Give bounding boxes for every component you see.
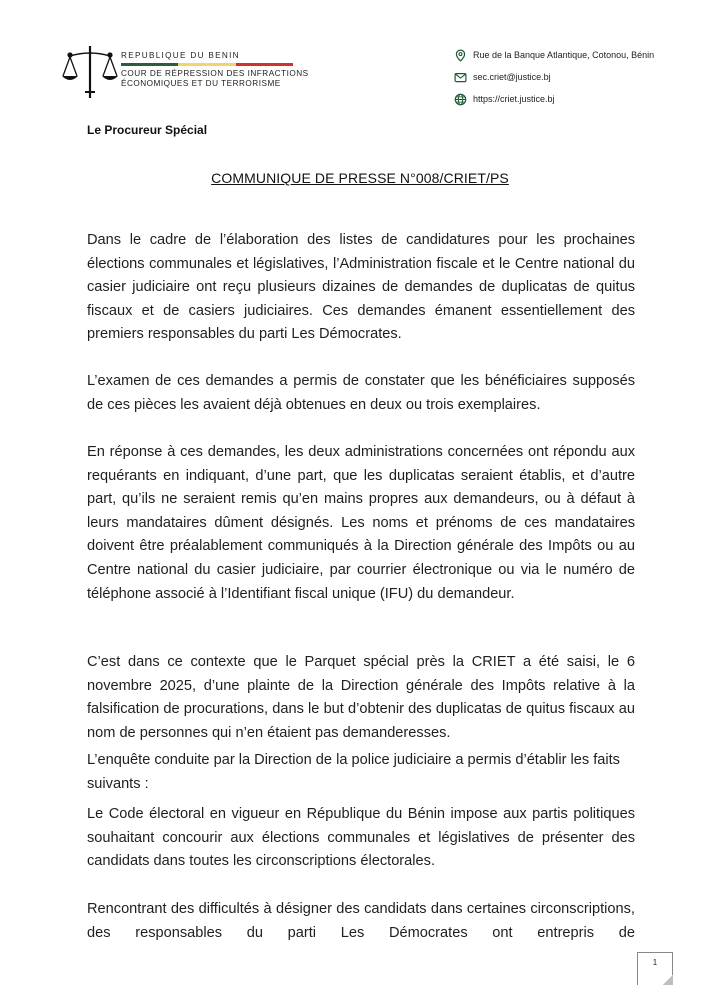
court-name-line2: ÉCONOMIQUES ET DU TERRORISME	[121, 79, 281, 88]
paragraph-response	[87, 441, 635, 606]
paragraph-text: En réponse à ces demandes, les deux administrations concernées ont répondu aux requérants en indiquant, d’une part, que les duplicatas seraient établis, et d’autre part, qu’ils ne seraient remis qu’en mains propres aux demandeurs, ou à défaut à leurs mandataires dûment désignés. Les noms et prénoms de ces mandataires doivent être préalablement communiqués à la Direction générale des Impôts ou au Centre national du casier judiciaire, par courrier électronique ou via le numéro de téléphone associé à l’Identifiant fiscal unique (IFU) du demandeur.	[87, 444, 635, 602]
email-link[interactable]: sec.criet@justice.bj	[473, 72, 551, 82]
contact-block	[454, 44, 654, 110]
paragraph-difficulties	[87, 898, 635, 945]
envelope-icon	[454, 71, 467, 84]
page-number-badge	[637, 952, 673, 985]
website-link[interactable]: https://criet.justice.bj	[473, 94, 555, 104]
document-title: COMMUNIQUE DE PRESSE N°008/CRIET/PS	[211, 170, 509, 186]
paragraph-investigation	[87, 749, 635, 796]
court-name-line1: COUR DE RÉPRESSION DES INFRACTIONS	[121, 69, 309, 78]
paragraph-text: L’examen de ces demandes a permis de constater que les bénéficiaires supposés de ces pièces les avaient déjà obtenues en deux ou trois exemplaires.	[87, 373, 635, 413]
paragraph-text: C’est dans ce contexte que le Parquet spécial près la CRIET a été saisi, le 6 novembre 2025, d’une plainte de la Direction générale des Impôts relative à la falsification de procurations, dans le but d’obtenir des duplicatas de quitus fiscaux au nom de personnes qui n’en étaient pas demanderesses.	[87, 654, 635, 741]
contact-email[interactable]	[454, 66, 654, 88]
tricolor-yellow	[178, 63, 235, 66]
globe-icon	[454, 93, 467, 106]
page-number: 1	[652, 958, 658, 967]
location-pin-icon	[454, 49, 467, 62]
sender-label: Le Procureur Spécial	[87, 123, 208, 137]
paragraph-text: Le Code électoral en vigueur en République du Bénin impose aux partis politiques souhaitant concourir aux élections communales et législatives de présenter des candidats dans toutes les circonscriptions électorales.	[87, 806, 635, 870]
contact-address	[454, 44, 654, 66]
tricolor-bar	[121, 63, 293, 66]
republic-label: REPUBLIQUE DU BENIN	[121, 51, 240, 60]
tricolor-green	[121, 63, 178, 66]
letterhead	[0, 0, 720, 110]
paragraph-text: L’enquête conduite par la Direction de la police judiciaire a permis d’établir les faits suivants :	[87, 752, 620, 792]
address-text: Rue de la Banque Atlantique, Cotonou, Bénin	[473, 50, 655, 60]
tricolor-red	[236, 63, 293, 66]
scales-of-justice-icon	[60, 44, 120, 100]
paragraph-examination	[87, 370, 635, 417]
paragraph-text: Rencontrant des difficultés à désigner des candidats dans certaines circonscriptions, des responsables du parti Les Démocrates ont entrepris de	[87, 901, 635, 941]
paragraph-context	[87, 229, 635, 347]
paragraph-electoral-code	[87, 803, 635, 874]
paragraph-text: Dans le cadre de l’élaboration des listes de candidatures pour les prochaines élections communales et législatives, l’Administration fiscale et le Centre national du casier judiciaire ont reçu plusieurs dizaines de demandes de duplicatas de quitus fiscaux et de casiers judiciaires. Ces demandes émanent essentiellement des premiers responsables du parti Les Démocrates.	[87, 232, 635, 343]
contact-website[interactable]	[454, 88, 654, 110]
institution-name	[121, 51, 309, 89]
paragraph-complaint	[87, 651, 635, 745]
